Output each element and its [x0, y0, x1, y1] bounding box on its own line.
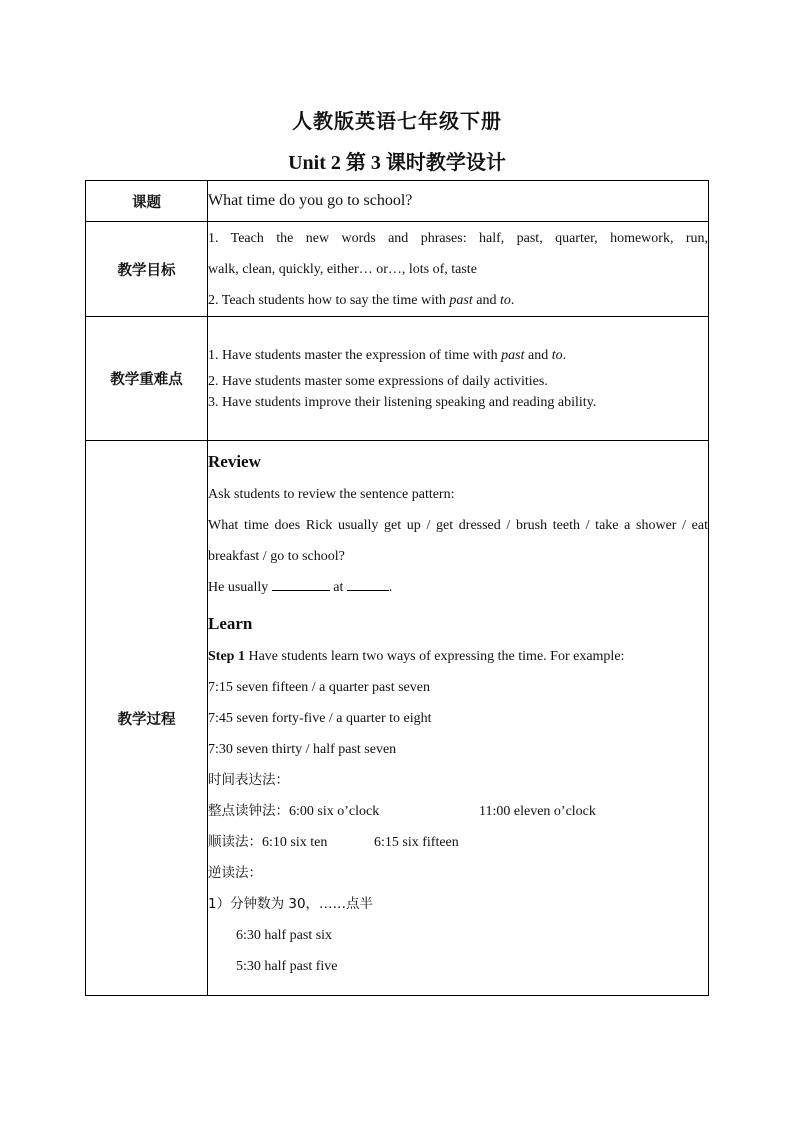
- objective-3-to: to: [499, 292, 511, 308]
- document-title: 人教版英语七年级下册: [292, 111, 502, 133]
- rule-1-example-1: 6:30 half past six: [236, 928, 333, 943]
- example-2: 7:45 seven forty-five / a quarter to eight: [208, 711, 432, 726]
- example-1: 7:15 seven fifteen / a quarter past seven: [208, 680, 430, 695]
- key-point-1-end: .: [562, 347, 567, 363]
- key-points-cell: [208, 317, 709, 441]
- review-answer: [208, 572, 708, 603]
- lesson-plan-table: [85, 180, 709, 996]
- objective-3-past: past: [449, 292, 473, 308]
- key-point-3: 3. Have students improve their listening speaking and reading ability.: [208, 394, 597, 410]
- objective-line-1: 1. Teach the new words and phrases: half, past, quarter, homework, run,: [208, 230, 708, 246]
- reverse-label: 逆读法：: [208, 865, 262, 881]
- review-answer-mid: at: [329, 580, 347, 595]
- forward-example-2: 6:15 six fifteen: [374, 835, 459, 850]
- table-row-key-points: [86, 317, 709, 441]
- process-cell: [208, 441, 709, 996]
- step1-line: [208, 641, 708, 672]
- step1-label: Step 1: [208, 649, 245, 664]
- label-objectives: 教学目标: [86, 222, 208, 317]
- objective-3-and: and: [472, 292, 500, 308]
- key-point-1-to: to: [551, 347, 563, 363]
- document-subtitle: Unit 2 第 3 课时教学设计: [288, 152, 506, 174]
- forward-label: 顺读法：: [208, 834, 262, 850]
- whole-hour-line: [208, 796, 708, 827]
- answer-blank-2: [347, 580, 389, 591]
- answer-blank-1: [272, 580, 330, 591]
- key-point-1-past: past: [501, 347, 525, 363]
- key-point-1-and: and: [524, 347, 552, 363]
- method-heading: 时间表达法：: [208, 772, 289, 788]
- review-question-line-1: What time does Rick usually get up / get dressed / brush teeth / take a shower / eat: [208, 518, 708, 533]
- key-point-1-text: 1. Have students master the expression of time with: [208, 347, 502, 363]
- review-question-line-2: breakfast / go to school?: [208, 549, 345, 564]
- example-3: 7:30 seven thirty / half past seven: [208, 742, 397, 757]
- key-point-2: 2. Have students master some expressions of daily activities.: [208, 373, 548, 389]
- label-key-points: 教学重难点: [86, 317, 208, 441]
- key-point-1: [208, 345, 708, 366]
- review-answer-end: .: [388, 580, 393, 595]
- topic-text: What time do you go to school?: [208, 192, 413, 209]
- whole-hour-example-2: 11:00 eleven o’clock: [479, 804, 596, 819]
- topic-cell: [208, 181, 709, 222]
- review-intro: Ask students to review the sentence pattern:: [208, 487, 455, 502]
- step1-text: Have students learn two ways of expressing the time. For example:: [244, 649, 625, 664]
- objective-3-end: .: [510, 292, 515, 308]
- table-row-topic: [86, 181, 709, 222]
- rule-1-example-2: 5:30 half past five: [236, 959, 338, 974]
- forward-line: [208, 827, 708, 858]
- objective-line-2: walk, clean, quickly, either… or…, lots of, taste: [208, 261, 477, 277]
- whole-hour-label: 整点读钟法：: [208, 803, 289, 819]
- objective-line-3: [208, 285, 708, 316]
- review-answer-pre: He usually: [208, 580, 272, 595]
- objectives-cell: [208, 222, 709, 317]
- learn-heading: Learn: [208, 614, 253, 633]
- table-row-process: [86, 441, 709, 996]
- review-heading: Review: [208, 452, 261, 471]
- whole-hour-example-1: 6:00 six o’clock: [289, 804, 380, 819]
- rule-1: 1）分钟数为 30，……点半: [208, 896, 374, 912]
- forward-example-1: 6:10 six ten: [262, 835, 328, 850]
- label-process: 教学过程: [86, 441, 208, 996]
- objective-3-text: 2. Teach students how to say the time with: [208, 292, 450, 308]
- label-topic: 课题: [86, 181, 208, 222]
- table-row-objectives: [86, 222, 709, 317]
